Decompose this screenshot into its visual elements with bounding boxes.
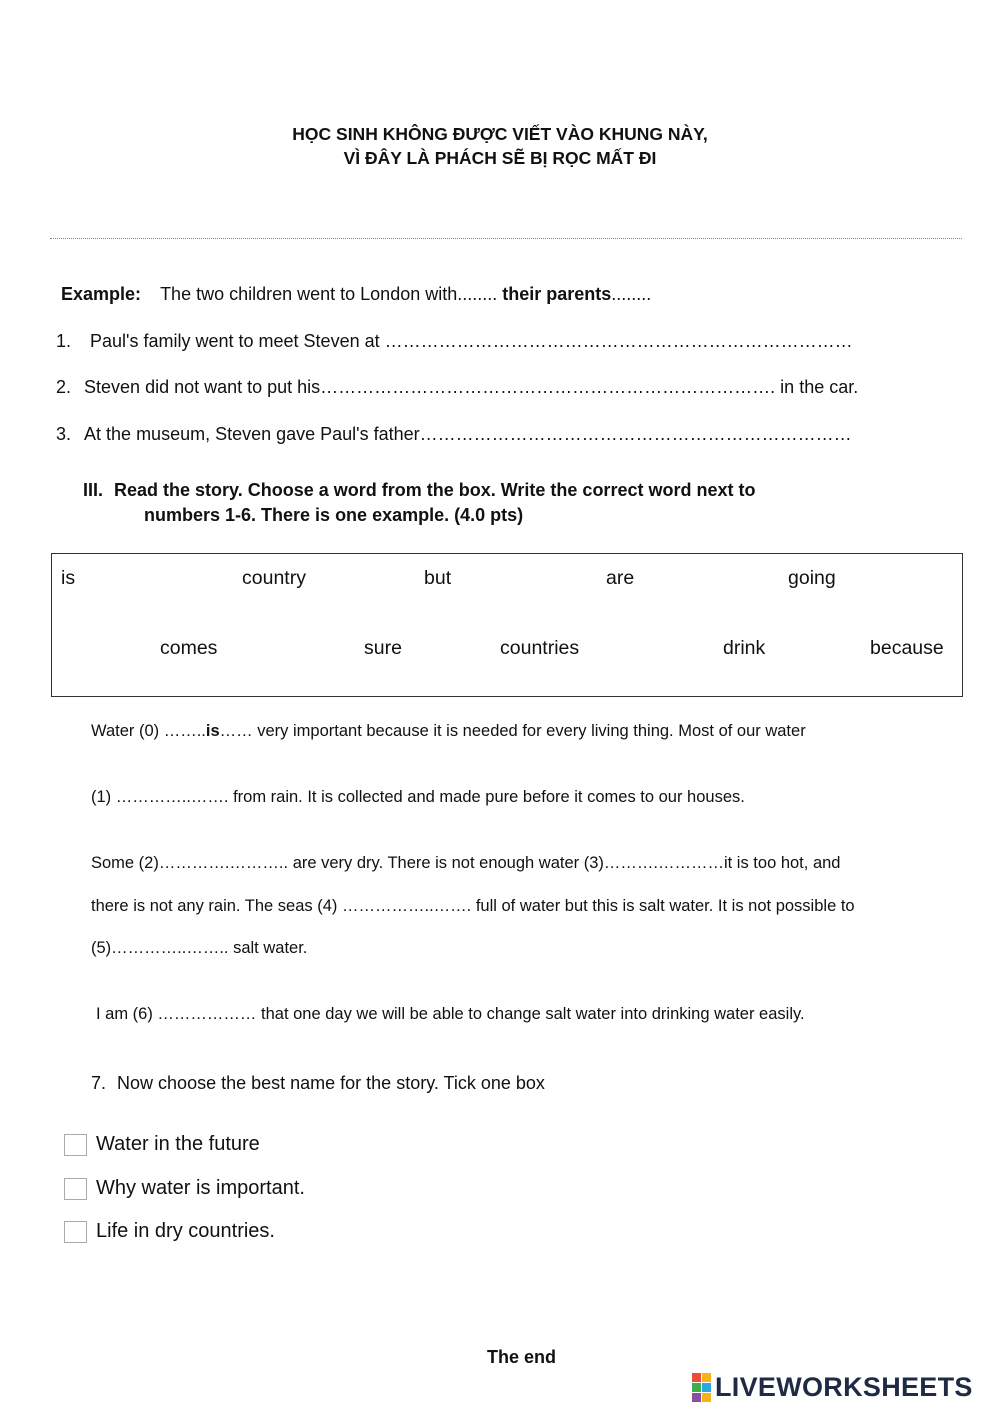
choice-option-1[interactable] <box>64 1133 260 1156</box>
story-line-4: (5)…………..…….. salt water. <box>91 939 308 957</box>
story-line-5: I am (6) ……………… that one day we will be able to change salt water into drinking water easily. <box>96 1005 805 1023</box>
example-text-after: ........ <box>611 284 652 304</box>
word-box-word: are <box>606 567 635 589</box>
question-number: 1. <box>56 331 72 351</box>
choice-label: Water in the future <box>96 1133 260 1155</box>
choice-option-2[interactable] <box>64 1177 305 1200</box>
word-box-word: because <box>870 637 944 659</box>
question-text: At the museum, Steven gave Paul's father……………………………………………………………… <box>84 424 852 444</box>
header-line-1: HỌC SINH KHÔNG ĐƯỢC VIẾT VÀO KHUNG NÀY, <box>292 124 708 144</box>
question-number: 2. <box>56 377 72 397</box>
tick-checkbox[interactable] <box>64 1221 87 1243</box>
example-text: The two children went to London with........ <box>160 284 503 304</box>
story-example-answer: is <box>205 722 220 740</box>
example-answer: their parents <box>502 284 612 304</box>
word-box <box>51 553 963 697</box>
word-box-word: country <box>242 567 306 589</box>
section-3-heading <box>83 480 755 501</box>
word-box-word: countries <box>500 637 580 659</box>
story-line-0 <box>91 722 806 741</box>
logo-mark-icon <box>692 1373 711 1402</box>
section-numeral: III. <box>83 480 104 500</box>
example-label: Example: <box>61 284 142 304</box>
question-text: Now choose the best name for the story. Tick one box <box>117 1073 545 1093</box>
question-number: 7. <box>91 1073 107 1093</box>
question-item-2 <box>56 377 858 398</box>
section-instruction-line-2: numbers 1-6. There is one example. (4.0 pts) <box>144 505 524 525</box>
header-line-2: VÌ ĐÂY LÀ PHÁCH SẼ BỊ RỌC MẤT ĐI <box>343 148 657 168</box>
choice-option-3[interactable] <box>64 1220 275 1243</box>
word-box-word: drink <box>723 637 766 659</box>
the-end-text: The end <box>487 1347 557 1367</box>
word-box-word: is <box>61 567 76 589</box>
story-line-3: there is not any rain. The seas (4) ……………..……. full of water but this is salt water. It is not possible to <box>91 897 855 915</box>
tick-checkbox[interactable] <box>64 1178 87 1200</box>
logo-text: LIVEWORKSHEETS <box>715 1372 973 1402</box>
cut-line-divider <box>50 238 962 239</box>
question-item-1 <box>56 331 853 352</box>
story-line-1: (1) …………..……. from rain. It is collected and made pure before it comes to our houses. <box>91 788 745 806</box>
question-text: Paul's family went to meet Steven at …………………………………………………………………… <box>90 331 853 351</box>
section-instruction-line-1: Read the story. Choose a word from the box. Write the correct word next to <box>114 480 756 500</box>
choice-label: Life in dry countries. <box>96 1220 275 1242</box>
story-text: Water (0) …….. <box>91 722 206 740</box>
story-text: …… very important because it is needed for every living thing. Most of our water <box>219 722 806 740</box>
tick-checkbox[interactable] <box>64 1134 87 1156</box>
question-text: Steven did not want to put his…………………………………………………………………. in the car. <box>84 377 859 397</box>
choice-label: Why water is important. <box>96 1177 305 1199</box>
word-box-word: but <box>424 567 452 589</box>
question-number: 3. <box>56 424 72 444</box>
liveworksheets-logo <box>692 1372 973 1403</box>
word-box-word: going <box>788 567 836 589</box>
word-box-word: comes <box>160 637 218 659</box>
example-line <box>61 284 651 305</box>
question-item-3 <box>56 424 852 445</box>
story-line-2: Some (2)………….……….. are very dry. There is not enough water (3)……….…………it is too hot, and <box>91 854 841 872</box>
question-7 <box>91 1073 545 1094</box>
word-box-word: sure <box>364 637 402 659</box>
